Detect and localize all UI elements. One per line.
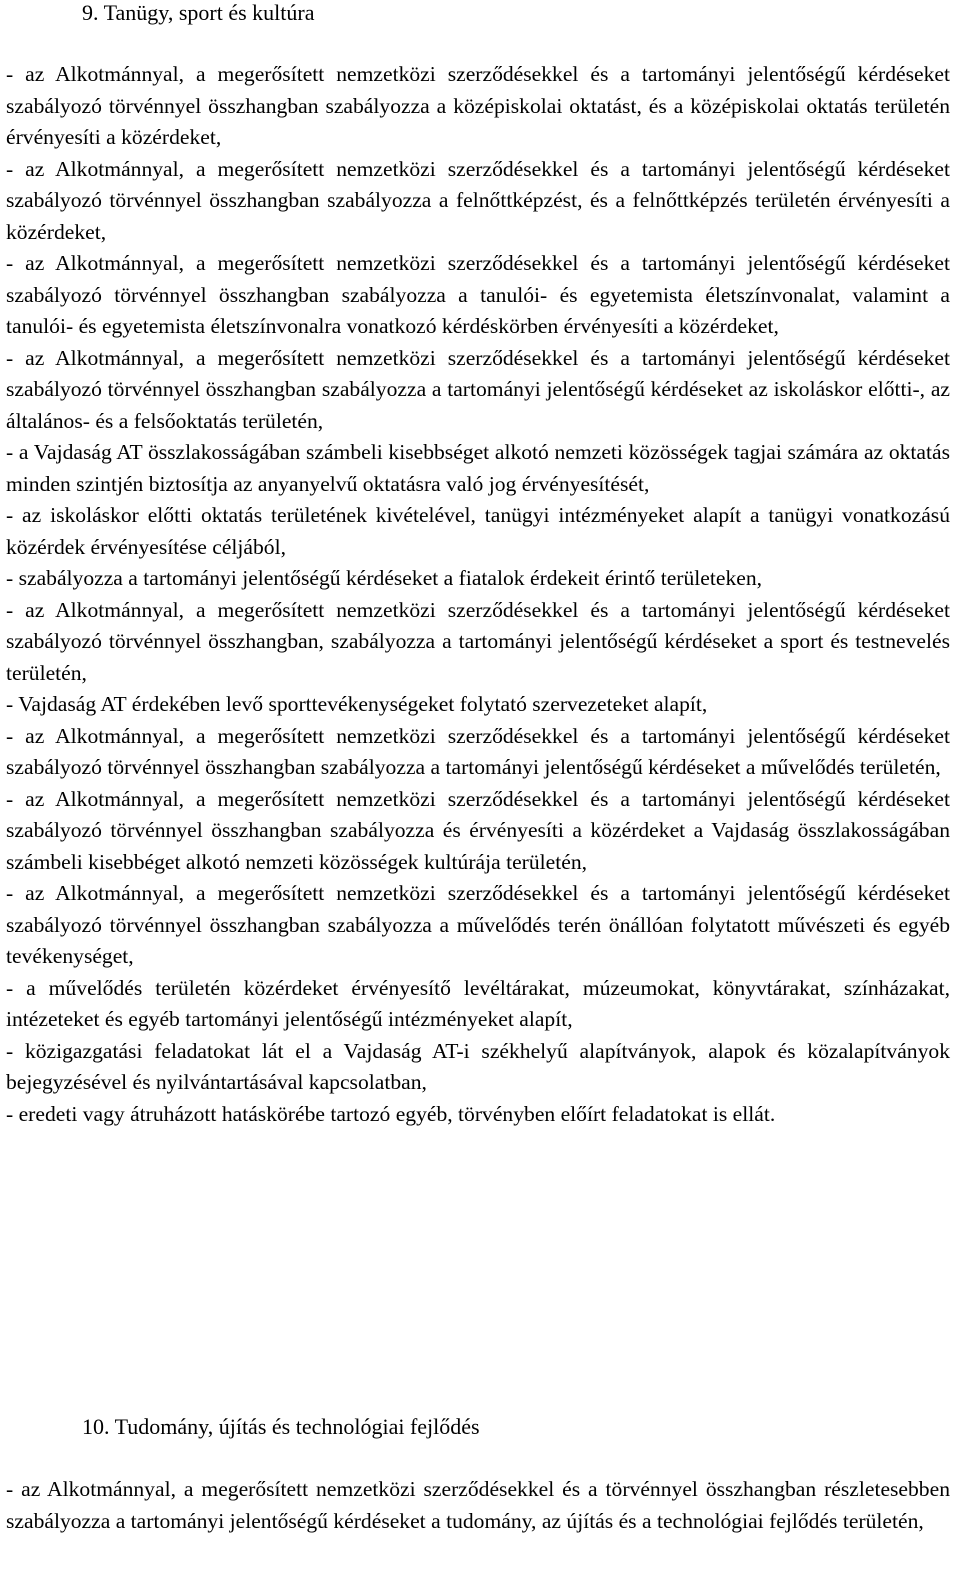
paragraph: - az Alkotmánnyal, a megerősített nemzetközi szerződésekkel és a tartományi jelentőségű kérdéseket szabályozó törvénnyel összhangban szabályozza a középiskolai oktatást, és a középiskolai oktatás területén érvényesíti a közérdeket, (6, 62, 950, 149)
paragraph: - közigazgatási feladatokat lát el a Vajdaság AT-i székhelyű alapítványok, alapok és közalapítványok bejegyzésével és nyilvántartásával kapcsolatban, (6, 1038, 950, 1094)
paragraph: - az Alkotmánnyal, a megerősített nemzetközi szerződésekkel és a tartományi jelentőségű kérdéseket szabályozó törvénnyel összhangban, szabályozza a tartományi jelentőségű kérdéseket a sport és testnevelés területén, (6, 597, 950, 685)
paragraph: - szabályozza a tartományi jelentőségű kérdéseket a fiatalok érdekeit érintő területeken, (6, 566, 763, 590)
paragraph: - a Vajdaság AT összlakosságában számbeli kisebbséget alkotó nemzeti közösségek tagjai számára az oktatás minden szintjén biztosítja az anyanyelvű oktatásra való jog érvényesítését, (6, 440, 950, 496)
section-heading-science: 10. Tudomány, újítás és technológiai fejlődés (82, 1414, 480, 1439)
paragraph: - az Alkotmánnyal, a megerősített nemzetközi szerződésekkel és a tartományi jelentőségű kérdéseket szabályozó törvénnyel összhangban szabályozza a tartományi jelentőségű kérdéseket az iskoláskor előtti-, az általános- és a felsőoktatás területén, (6, 345, 950, 433)
paragraph: - az Alkotmánnyal, a megerősített nemzetközi szerződésekkel és a tartományi jelentőségű kérdéseket szabályozó törvénnyel összhangban szabályozza a felnőttképzést, és a felnőttképzés területén érvényesíti a közérdeket, (6, 156, 950, 244)
section-heading-culture: 9. Tanügy, sport és kultúra (82, 0, 315, 25)
paragraph: - az Alkotmánnyal, a megerősített nemzetközi szerződésekkel és a tartományi jelentőségű kérdéseket szabályozó törvénnyel összhangban szabályozza és érvényesíti a közérdeket a Vajdaság összlakosságában számbeli kisebbéget alkotó nemzeti közösségek kultúrája területén, (6, 786, 950, 874)
paragraph: - Vajdaság AT érdekében levő sporttevékenységeket folytató szervezeteket alapít, (6, 692, 708, 716)
paragraph: - az Alkotmánnyal, a megerősített nemzetközi szerződésekkel és a tartományi jelentőségű kérdéseket szabályozó törvénnyel összhangban szabályozza a művelődés terén önállóan folytatott művészeti és egyéb tevékenységet, (6, 881, 950, 968)
section-culture-body (6, 59, 950, 1130)
paragraph: - a művelődés területén közérdeket érvényesítő levéltárakat, múzeumokat, könyvtárakat, színházakat, intézeteket és egyéb tartományi jelentőségű intézményeket alapít, (6, 975, 950, 1031)
paragraph: - eredeti vagy átruházott hatáskörébe tartozó egyéb, törvényben előírt feladatokat is ellát. (6, 1101, 776, 1126)
section-science-body (6, 1474, 950, 1537)
paragraph: - az Alkotmánnyal, a megerősített nemzetközi szerződésekkel és a tartományi jelentőségű kérdéseket szabályozó törvénnyel összhangban szabályozza a tanulói- és egyetemista életszínvonalat, valamint a tanulói- és egyetemista életszínvonalra vonatkozó kérdéskörben érvényesíti a közérdeket, (6, 251, 950, 338)
paragraph: - az iskoláskor előtti oktatás területének kivételével, tanügyi intézményeket alapít a tanügyi vonatkozású közérdek érvényesítése céljából, (6, 503, 950, 559)
paragraph: - az Alkotmánnyal, a megerősített nemzetközi szerződésekkel és a tartományi jelentőségű kérdéseket szabályozó törvénnyel összhangban szabályozza a tartományi jelentőségű kérdéseket a művelődés területén, (6, 723, 950, 779)
paragraph: - az Alkotmánnyal, a megerősített nemzetközi szerződésekkel és a törvénnyel összhangban részletesebben szabályozza a tartományi jelentőségű kérdéseket a tudomány, az újítás és a technológiai fejlődés területén, (6, 1477, 950, 1533)
